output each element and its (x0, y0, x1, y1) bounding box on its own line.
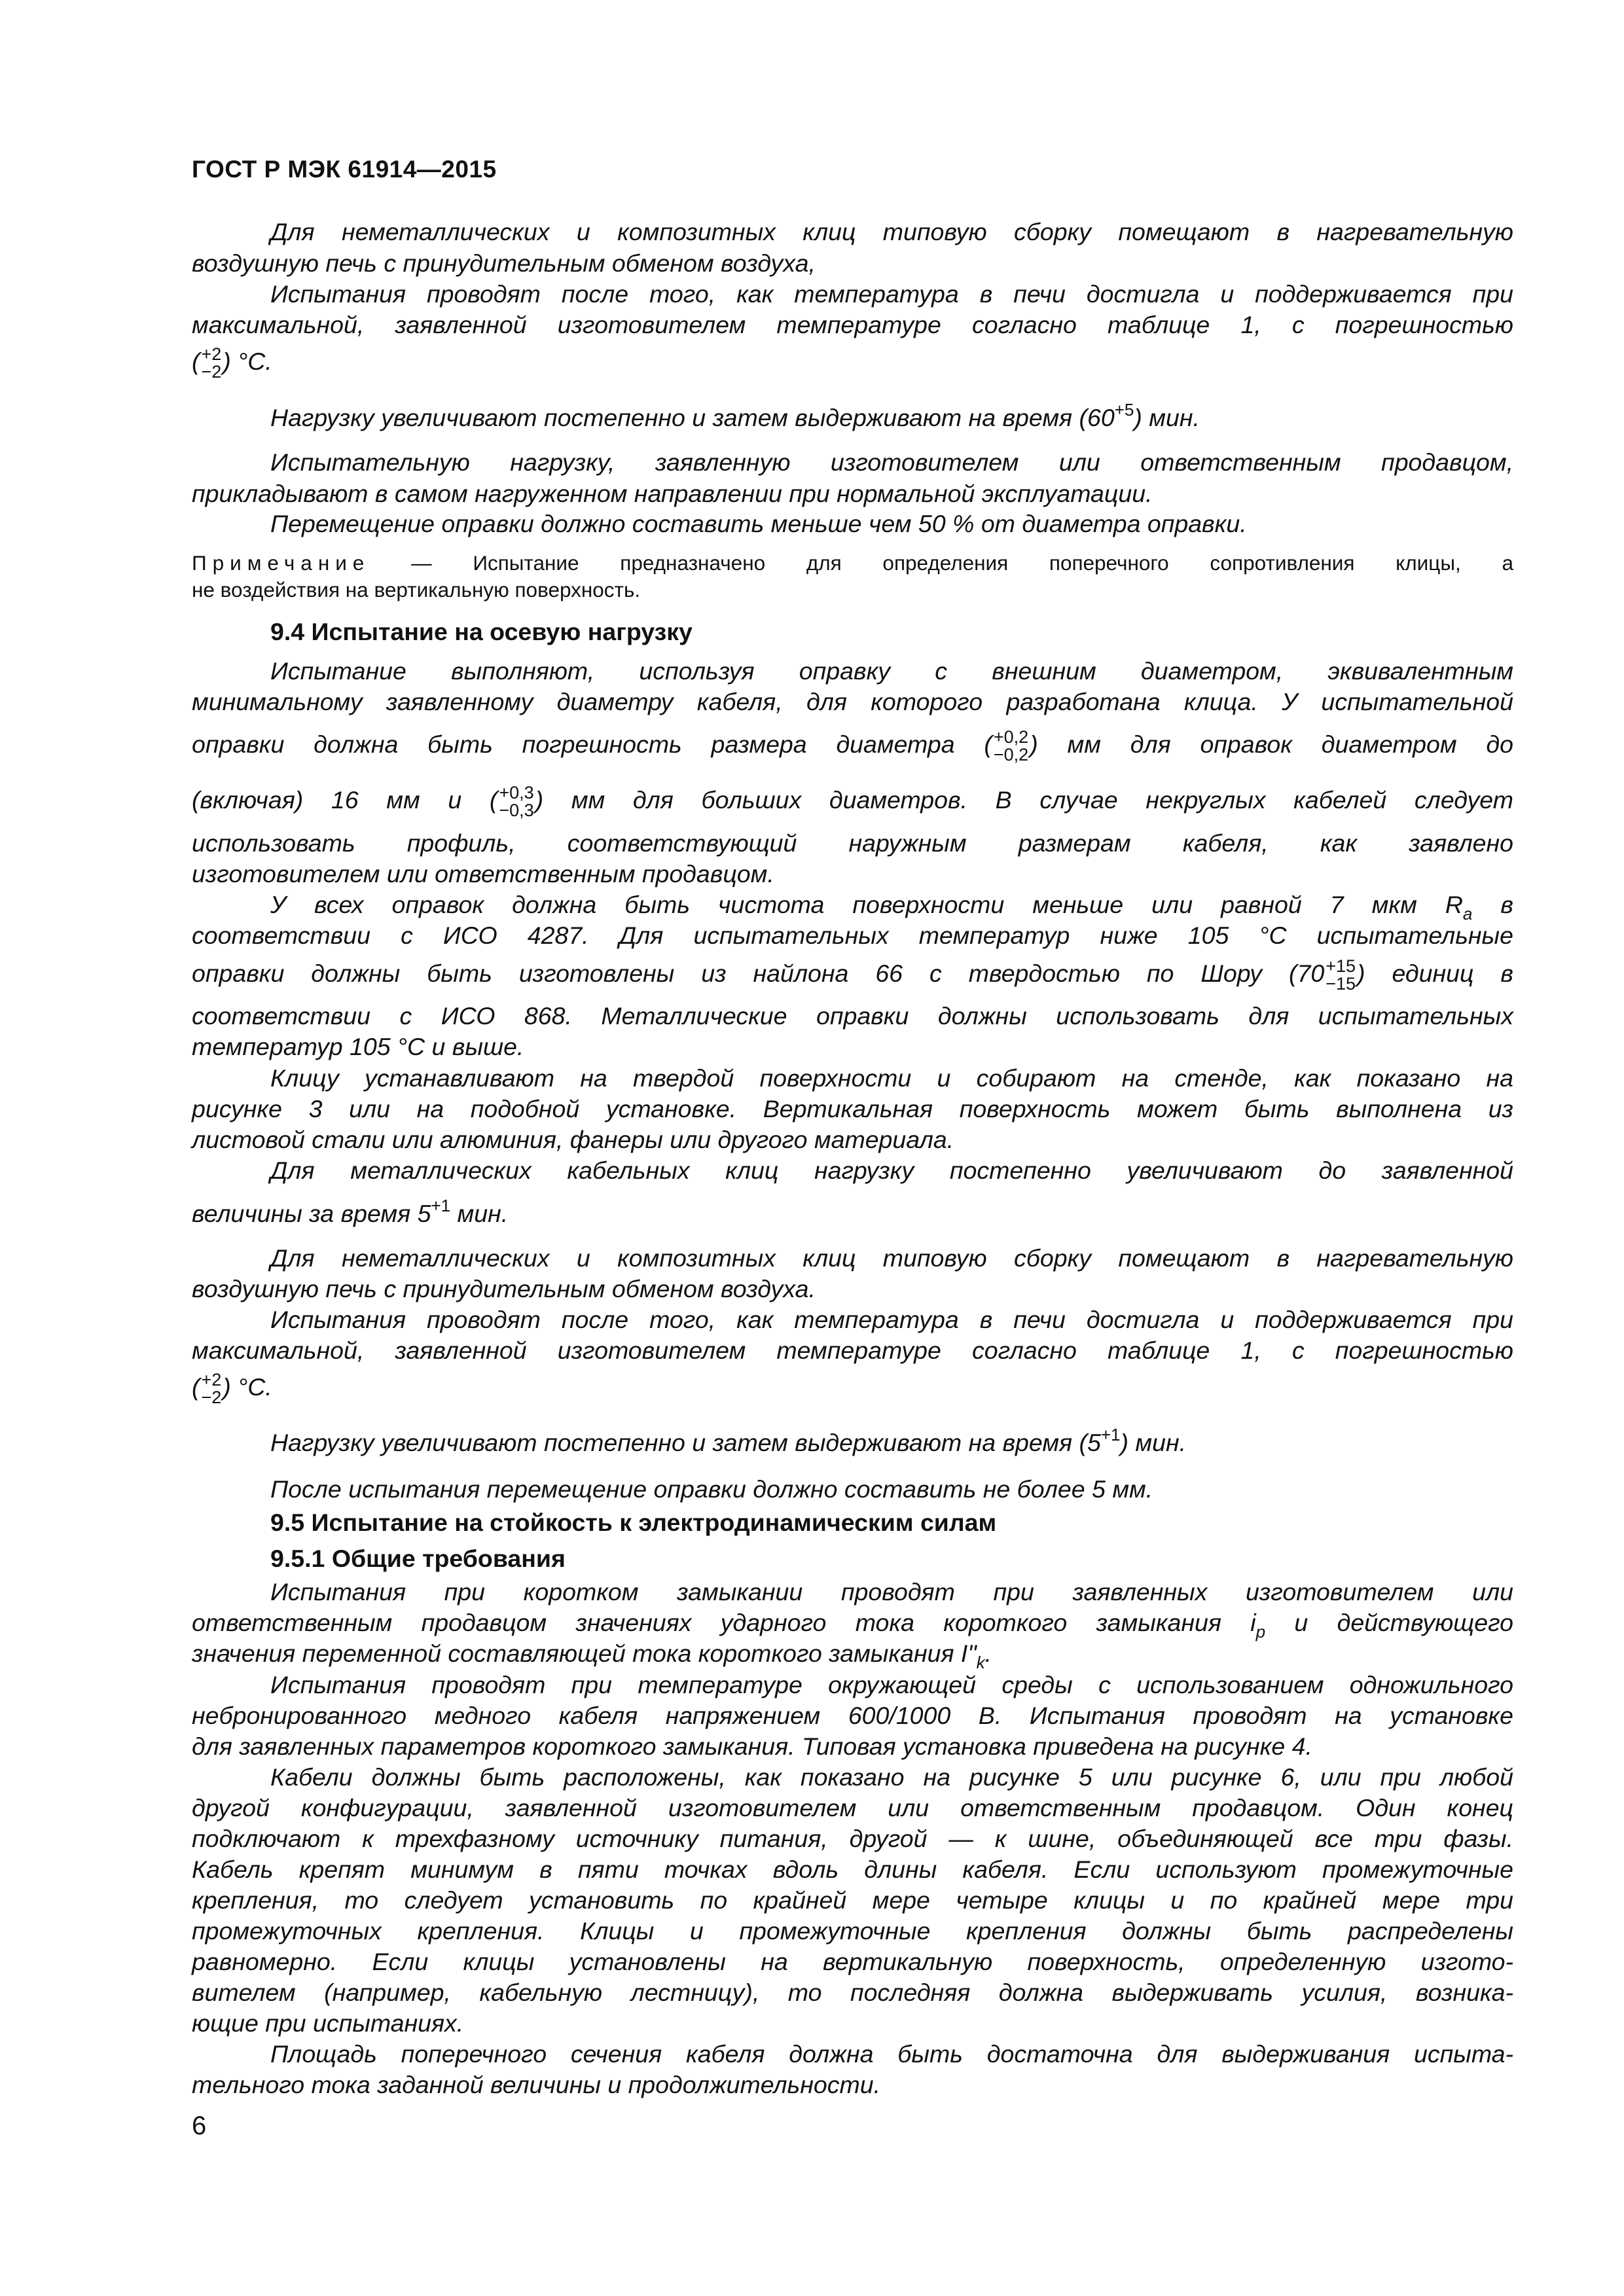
paragraph-line: величины за время $5^{+1}$ мин. (192, 1196, 509, 1227)
document-header: ГОСТ Р МЭК 61914—2015 (192, 156, 497, 183)
tolerance-fraction: +0,2 −0,2 (993, 727, 1029, 764)
paragraph-line: Испытания проводят после того, как температура в печи достигла и поддерживается при (270, 280, 1513, 308)
section-heading: 9.4 Испытание на осевую нагрузку (270, 618, 693, 645)
paragraph-line: соответствии с ИСО 868. Металлические оправки должны использовать для испытательных (192, 1002, 1513, 1030)
paragraph-line: другой конфигурации, заявленной изготовителем или ответственным продавцом. Один конец (192, 1794, 1513, 1821)
note-line: Примечание — Испытание предназначено для определения поперечного сопротивления клицы, а (192, 551, 1513, 575)
paragraph-line: Кабели должны быть расположены, как показано на рисунке 5 или рисунке 6, или при любой (270, 1763, 1513, 1791)
paragraph-line: соответствии с ИСО 4287. Для испытательных температур ниже 105 °C испытательные (192, 922, 1513, 949)
note-line: не воздействия на вертикальную поверхность. (192, 578, 641, 601)
paragraph-line: Испытание выполняют, используя оправку с внешним диаметром, эквивалентным (270, 657, 1513, 685)
page-number: 6 (192, 2111, 207, 2140)
paragraph-line: воздушную печь с принудительным обменом воздуха. (192, 1275, 816, 1302)
superscript: +5 (1114, 400, 1134, 420)
paragraph-line: прикладывают в самом нагруженном направлении при нормальной эксплуатации. (192, 480, 1153, 507)
paragraph-line: максимальной, заявленной изготовителем температуре согласно таблице 1, с погрешностью (192, 1336, 1513, 1364)
tolerance-line: ( +2 −2 ) °C. (192, 1370, 272, 1407)
note-label: Примечание (192, 551, 370, 575)
paragraph-line: изготовителем или ответственным продавцом. (192, 860, 774, 888)
paragraph-line: ющие при испытаниях. (192, 2009, 464, 2037)
paragraph-line: Площадь поперечного сечения кабеля должна быть достаточна для выдерживания испыта- (270, 2040, 1513, 2068)
paragraph-line: оправки должна быть погрешность размера диаметра ( +0,2 −0,2 ) мм для оправок диаметром до (192, 727, 1513, 764)
paragraph-line: температур 105 °C и выше. (192, 1033, 524, 1060)
paragraph-line: промежуточных крепления. Клицы и промежуточные крепления должны быть распределены (192, 1917, 1513, 1945)
paragraph-line: Испытания при коротком замыкании проводят при заявленных изготовителем или (270, 1578, 1513, 1605)
tolerance-line: ( +2 −2 ) °C. (192, 344, 272, 382)
paragraph-line: После испытания перемещение оправки должно составить не более 5 мм. (270, 1475, 1153, 1503)
paragraph-line: Нагрузку увеличивают постепенно и затем выдерживают на время $(5^{+1})$ мин. (270, 1425, 1187, 1456)
paragraph-line: Для неметаллических и композитных клиц типовую сборку помещают в нагревательную (270, 218, 1513, 245)
subscript: k (976, 1653, 985, 1672)
paragraph-line: использовать профиль, соответствующий наружным размерам кабеля, как заявлено (192, 829, 1513, 857)
paragraph-line: Для неметаллических и композитных клиц типовую сборку помещают в нагревательную (270, 1244, 1513, 1272)
paragraph-line: максимальной, заявленной изготовителем температуре согласно таблице 1, с погрешностью (192, 311, 1513, 338)
subscript: p (1255, 1622, 1266, 1641)
paragraph-line: небронированного медного кабеля напряжением 600/1000 В. Испытания проводят на установке (192, 1702, 1513, 1729)
paragraph-line: Испытательную нагрузку, заявленную изготовителем или ответственным продавцом, (270, 448, 1513, 476)
paragraph-line: минимальному заявленному диаметру кабеля, для которого разработана клица. У испытательной (192, 688, 1513, 715)
superscript: +1 (1100, 1425, 1121, 1444)
paragraph-line: значения переменной составляющей тока короткого замыкания $I"_k$. (192, 1640, 992, 1672)
paragraph-line: вителем (например, кабельную лестницу), то последняя должна выдерживать усилия, возника- (192, 1979, 1513, 2006)
paragraph-line: подключают к трехфазному источнику питания, другой — к шине, объединяющей все три фазы. (192, 1825, 1513, 1852)
section-heading: 9.5 Испытание на стойкость к электродинамическим силам (270, 1509, 997, 1536)
paragraph-line: Нагрузку увеличивают постепенно и затем выдерживают на время $(60^{+5})$ мин. (270, 400, 1200, 431)
paragraph-line: воздушную печь с принудительным обменом воздуха, (192, 249, 816, 277)
paragraph-line: Испытания проводят после того, как температура в печи достигла и поддерживается при (270, 1306, 1513, 1333)
paragraph-line: Кабель крепят минимум в пяти точках вдоль длины кабеля. Если используют промежуточные (192, 1856, 1513, 1883)
paragraph-line: Клицу устанавливают на твердой поверхности и собирают на стенде, как показано на (270, 1064, 1513, 1092)
paragraph-line: Испытания проводят при температуре окружающей среды с использованием одножильного (270, 1671, 1513, 1698)
paragraph-line: Перемещение оправки должно составить меньше чем 50 % от диаметра оправки. (270, 510, 1247, 537)
paragraph-line: оправки должны быть изготовлены из найлона 66 с твердостью по Шору (70 +15 −15 ) единиц в (192, 956, 1513, 994)
paragraph-line: тельного тока заданной величины и продолжительности. (192, 2071, 880, 2098)
tolerance-fraction: +2 −2 (201, 344, 222, 382)
paragraph-line: ответственным продавцом значениях ударного тока короткого замыкания $i_p$ и действующего (192, 1609, 1514, 1641)
paragraph-line: Для металлических кабельных клиц нагрузку постепенно увеличивают до заявленной (270, 1157, 1513, 1184)
tolerance-fraction: +15 −15 (1326, 956, 1356, 994)
paragraph-line: крепления, то следует установить по крайней мере четыре клицы и по крайней мере три (192, 1886, 1513, 1914)
superscript: +1 (431, 1196, 451, 1215)
paragraph-line: листовой стали или алюминия, фанеры или другого материала. (192, 1126, 954, 1153)
tolerance-fraction: +0,3 −0,3 (499, 783, 534, 820)
paragraph-line: для заявленных параметров короткого замыкания. Типовая установка приведена на рисунке 4. (192, 1732, 1312, 1760)
subsection-heading: 9.5.1 Общие требования (270, 1545, 566, 1572)
paragraph-line: равномерно. Если клицы установлены на вертикальную поверхность, определенную изгото- (192, 1948, 1513, 1975)
paragraph-line: (включая) 16 мм и ( +0,3 −0,3 ) мм для больших диаметров. В случае некруглых кабелей следует (192, 783, 1513, 820)
tolerance-fraction: +2 −2 (201, 1370, 222, 1407)
paragraph-line: У всех оправок должна быть чистота поверхности меньше или равной 7 мкм $R_a$ в (270, 891, 1513, 924)
subscript: a (1462, 904, 1473, 924)
paragraph-line: рисунке 3 или на подобной установке. Вертикальная поверхность может быть выполнена из (192, 1095, 1513, 1122)
